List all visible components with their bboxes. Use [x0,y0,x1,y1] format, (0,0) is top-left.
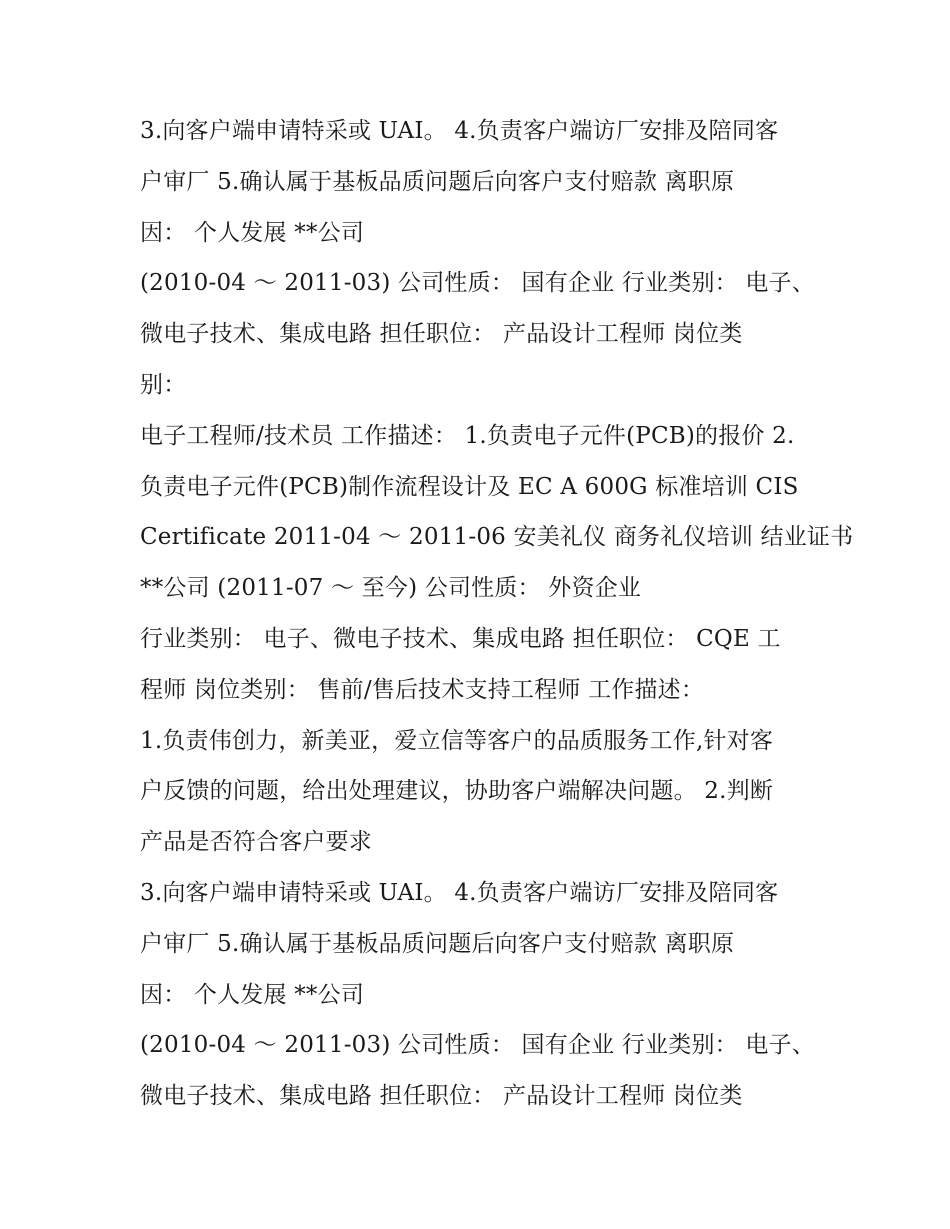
text-line: 因： 个人发展 **公司 [140,219,365,246]
text-line: 负责电子元件(PCB)制作流程设计及 EC A 600G 标准培训 CIS [140,473,799,500]
text-line: 户审厂 5.确认属于基板品质问题后向客户支付赔款 离职原 [140,930,735,957]
text-line: 微电子技术、集成电路 担任职位： 产品设计工程师 岗位类 [140,321,743,348]
text-line: (2010-04 ～ 2011-03) 公司性质： 国有企业 行业类别： 电子、 [140,1032,815,1059]
text-line: 电子工程师/技术员 工作描述： 1.负责电子元件(PCB)的报价 2. [140,422,795,449]
text-line: 程师 岗位类别： 售前/售后技术支持工程师 工作描述： [140,676,705,703]
text-line: 户审厂 5.确认属于基板品质问题后向客户支付赔款 离职原 [140,168,735,195]
text-line: Certificate 2011-04 ～ 2011-06 安美礼仪 商务礼仪培训 结业证书 [140,524,854,551]
text-line: 3.向客户端申请特采或 UAI。 4.负责客户端访厂安排及陪同客 [140,118,779,144]
text-line: (2010-04 ～ 2011-03) 公司性质： 国有企业 行业类别： 电子、 [140,270,815,297]
text-line: 微电子技术、集成电路 担任职位： 产品设计工程师 岗位类 [140,1083,743,1110]
text-line: 1.负责伟创力，新美亚，爱立信等客户的品质服务工作,针对客 [140,727,774,754]
text-line: **公司 (2011-07 ～ 至今) 公司性质： 外资企业 [140,575,642,602]
text-line: 产品是否符合客户要求 [140,829,372,856]
document-body [140,106,854,1122]
text-line: 3.向客户端申请特采或 UAI。 4.负责客户端访厂安排及陪同客 [140,879,779,906]
text-line: 别： [140,371,187,398]
text-line: 行业类别： 电子、微电子技术、集成电路 担任职位： CQE 工 [140,625,781,652]
text-line: 因： 个人发展 **公司 [140,981,365,1008]
text-line: 户反馈的问题，给出处理建议，协助客户端解决问题。 2.判断 [140,778,774,805]
